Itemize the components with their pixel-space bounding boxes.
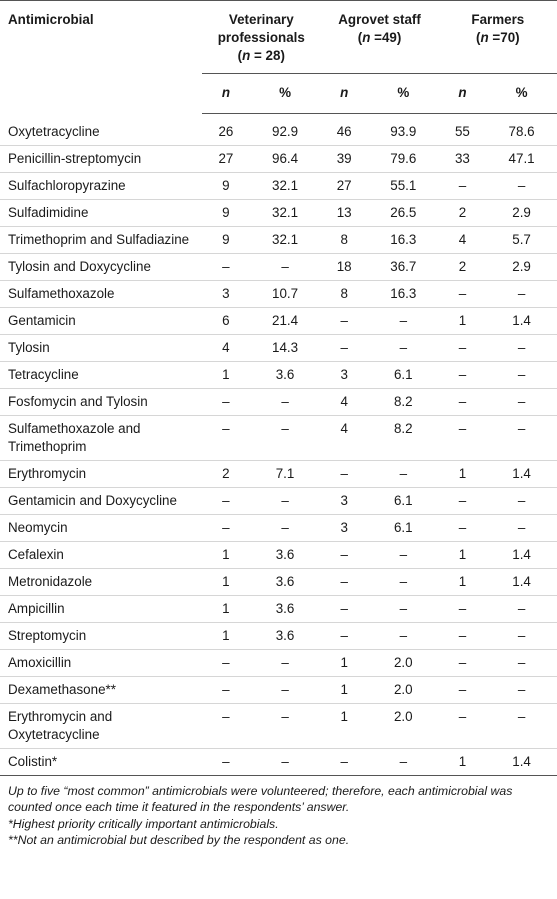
percent-cell: –	[486, 487, 557, 514]
count-cell: 1	[202, 595, 250, 622]
percent-cell: 47.1	[486, 145, 557, 172]
percent-cell: –	[368, 595, 439, 622]
table-row	[0, 460, 557, 487]
percent-cell: –	[486, 388, 557, 415]
antimicrobial-name: Oxytetracycline	[0, 114, 202, 146]
percent-cell: 6.1	[368, 514, 439, 541]
percent-cell: –	[486, 622, 557, 649]
count-cell: 4	[202, 334, 250, 361]
count-cell: 1	[439, 460, 487, 487]
table-row	[0, 748, 557, 775]
table-body	[0, 114, 557, 776]
count-cell: –	[320, 622, 368, 649]
count-cell: 8	[320, 280, 368, 307]
count-cell: 1	[202, 568, 250, 595]
count-cell: –	[202, 676, 250, 703]
percent-cell: 6.1	[368, 487, 439, 514]
percent-cell: 21.4	[250, 307, 321, 334]
antimicrobial-name: Erythromycin and Oxytetracycline	[0, 703, 202, 748]
table-row	[0, 280, 557, 307]
antimicrobial-name: Cefalexin	[0, 541, 202, 568]
percent-cell: –	[368, 541, 439, 568]
antimicrobial-name: Colistin*	[0, 748, 202, 775]
percent-cell: 32.1	[250, 172, 321, 199]
count-cell: –	[202, 703, 250, 748]
percent-cell: –	[250, 649, 321, 676]
percent-cell: –	[368, 622, 439, 649]
percent-cell: 10.7	[250, 280, 321, 307]
count-cell: 1	[439, 748, 487, 775]
table-row	[0, 388, 557, 415]
count-cell: –	[320, 460, 368, 487]
percent-cell: –	[486, 514, 557, 541]
count-cell: –	[202, 253, 250, 280]
percent-cell: 92.9	[250, 114, 321, 146]
antimicrobial-name: Ampicillin	[0, 595, 202, 622]
percent-cell: –	[486, 361, 557, 388]
percent-cell: 26.5	[368, 199, 439, 226]
antimicrobial-name: Sulfachloropyrazine	[0, 172, 202, 199]
count-cell: –	[439, 595, 487, 622]
antimicrobial-name: Tetracycline	[0, 361, 202, 388]
percent-cell: 6.1	[368, 361, 439, 388]
table-row	[0, 361, 557, 388]
table-row	[0, 541, 557, 568]
percent-cell: 32.1	[250, 199, 321, 226]
table-footnotes	[0, 776, 557, 849]
percent-cell: –	[250, 703, 321, 748]
count-cell: 39	[320, 145, 368, 172]
percent-cell: 3.6	[250, 541, 321, 568]
count-cell: –	[439, 415, 487, 460]
count-cell: –	[320, 334, 368, 361]
count-cell: –	[202, 514, 250, 541]
count-cell: –	[320, 748, 368, 775]
count-cell: –	[439, 676, 487, 703]
count-cell: –	[439, 361, 487, 388]
percent-cell: 14.3	[250, 334, 321, 361]
percent-cell: –	[368, 307, 439, 334]
subheader-n: n	[320, 74, 368, 114]
percent-cell: –	[250, 388, 321, 415]
table-row	[0, 595, 557, 622]
subheader-percent: %	[486, 74, 557, 114]
percent-cell: –	[250, 748, 321, 775]
percent-cell: –	[368, 568, 439, 595]
group-label-line: Farmers	[471, 12, 525, 27]
count-cell: 9	[202, 199, 250, 226]
subheader-n: n	[439, 74, 487, 114]
group-sample-size: (n =70)	[476, 30, 520, 45]
count-cell: 27	[202, 145, 250, 172]
column-header-antimicrobial: Antimicrobial	[0, 1, 202, 114]
count-cell: –	[439, 388, 487, 415]
table-row	[0, 415, 557, 460]
count-cell: 1	[439, 541, 487, 568]
count-cell: 3	[320, 361, 368, 388]
count-cell: –	[439, 487, 487, 514]
percent-cell: –	[250, 253, 321, 280]
count-cell: –	[439, 280, 487, 307]
column-header-agrovet	[320, 1, 438, 74]
count-cell: –	[439, 703, 487, 748]
percent-cell: 36.7	[368, 253, 439, 280]
count-cell: 4	[320, 388, 368, 415]
percent-cell: 16.3	[368, 226, 439, 253]
count-cell: 18	[320, 253, 368, 280]
column-header-veterinary	[202, 1, 320, 74]
count-cell: 1	[439, 568, 487, 595]
percent-cell: 2.0	[368, 676, 439, 703]
percent-cell: –	[486, 334, 557, 361]
antimicrobial-name: Metronidazole	[0, 568, 202, 595]
table-row	[0, 199, 557, 226]
count-cell: 1	[320, 649, 368, 676]
count-cell: 1	[202, 541, 250, 568]
percent-cell: –	[368, 460, 439, 487]
percent-cell: –	[486, 649, 557, 676]
count-cell: 4	[439, 226, 487, 253]
percent-cell: –	[486, 172, 557, 199]
table-row	[0, 114, 557, 146]
count-cell: 1	[320, 703, 368, 748]
percent-cell: 79.6	[368, 145, 439, 172]
table-row	[0, 487, 557, 514]
count-cell: 26	[202, 114, 250, 146]
count-cell: 2	[439, 199, 487, 226]
count-cell: –	[439, 622, 487, 649]
count-cell: 9	[202, 172, 250, 199]
count-cell: 2	[439, 253, 487, 280]
percent-cell: 8.2	[368, 415, 439, 460]
percent-cell: –	[486, 415, 557, 460]
percent-cell: 93.9	[368, 114, 439, 146]
percent-cell: 32.1	[250, 226, 321, 253]
count-cell: 1	[202, 361, 250, 388]
table-row	[0, 145, 557, 172]
percent-cell: 7.1	[250, 460, 321, 487]
count-cell: 4	[320, 415, 368, 460]
percent-cell: –	[250, 676, 321, 703]
count-cell: –	[439, 514, 487, 541]
footnote-critical: *Highest priority critically important antimicrobials.	[8, 816, 279, 831]
percent-cell: 1.4	[486, 460, 557, 487]
antimicrobial-name: Amoxicillin	[0, 649, 202, 676]
count-cell: –	[320, 541, 368, 568]
group-sample-size: (n = 28)	[237, 48, 285, 63]
table-row	[0, 622, 557, 649]
percent-cell: 3.6	[250, 595, 321, 622]
table-row	[0, 334, 557, 361]
group-label-line: Veterinary	[228, 12, 294, 27]
percent-cell: –	[250, 514, 321, 541]
percent-cell: 1.4	[486, 568, 557, 595]
percent-cell: 3.6	[250, 361, 321, 388]
count-cell: 46	[320, 114, 368, 146]
count-cell: –	[439, 334, 487, 361]
antimicrobial-name: Tylosin and Doxycycline	[0, 253, 202, 280]
table-row	[0, 676, 557, 703]
percent-cell: 8.2	[368, 388, 439, 415]
count-cell: 27	[320, 172, 368, 199]
antimicrobial-name: Erythromycin	[0, 460, 202, 487]
antimicrobial-name: Penicillin-streptomycin	[0, 145, 202, 172]
count-cell: 1	[320, 676, 368, 703]
percent-cell: –	[368, 748, 439, 775]
percent-cell: 1.4	[486, 307, 557, 334]
table-row	[0, 514, 557, 541]
table-row	[0, 649, 557, 676]
group-label-line: Agrovet staff	[338, 12, 421, 27]
percent-cell: –	[486, 595, 557, 622]
antimicrobial-name: Fosfomycin and Tylosin	[0, 388, 202, 415]
percent-cell: 1.4	[486, 748, 557, 775]
percent-cell: 78.6	[486, 114, 557, 146]
count-cell: 2	[202, 460, 250, 487]
count-cell: –	[320, 568, 368, 595]
subheader-percent: %	[368, 74, 439, 114]
percent-cell: 3.6	[250, 568, 321, 595]
percent-cell: 16.3	[368, 280, 439, 307]
count-cell: –	[320, 307, 368, 334]
group-sample-size: (n =49)	[357, 30, 402, 45]
antimicrobial-name: Gentamicin and Doxycycline	[0, 487, 202, 514]
count-cell: –	[202, 748, 250, 775]
percent-cell: 5.7	[486, 226, 557, 253]
count-cell: –	[202, 415, 250, 460]
table-row	[0, 226, 557, 253]
percent-cell: –	[250, 487, 321, 514]
count-cell: –	[202, 388, 250, 415]
table-row	[0, 568, 557, 595]
percent-cell: –	[486, 676, 557, 703]
percent-cell: 1.4	[486, 541, 557, 568]
count-cell: 33	[439, 145, 487, 172]
count-cell: –	[439, 172, 487, 199]
count-cell: –	[439, 649, 487, 676]
count-cell: 3	[320, 487, 368, 514]
footnote-main: Up to five “most common” antimicrobials were volunteered; therefore, each antimicrobial was counted once each time it featured in the respondents’ answer.	[8, 783, 513, 814]
antimicrobial-name: Sulfamethoxazole	[0, 280, 202, 307]
count-cell: –	[202, 649, 250, 676]
table-row	[0, 307, 557, 334]
antimicrobial-name: Sulfamethoxazole and Trimethoprim	[0, 415, 202, 460]
count-cell: 1	[439, 307, 487, 334]
subheader-percent: %	[250, 74, 321, 114]
column-header-farmers	[439, 1, 557, 74]
table-row	[0, 172, 557, 199]
count-cell: 3	[202, 280, 250, 307]
footnote-not-antimicrobial: **Not an antimicrobial but described by the respondent as one.	[8, 833, 350, 847]
count-cell: 3	[320, 514, 368, 541]
group-label-line: professionals	[217, 30, 305, 45]
table-row	[0, 253, 557, 280]
count-cell: –	[320, 595, 368, 622]
percent-cell: 2.0	[368, 649, 439, 676]
subheader-n: n	[202, 74, 250, 114]
percent-cell: 2.0	[368, 703, 439, 748]
antimicrobial-name: Tylosin	[0, 334, 202, 361]
antimicrobial-name: Gentamicin	[0, 307, 202, 334]
percent-cell: –	[368, 334, 439, 361]
antimicrobial-name: Dexamethasone**	[0, 676, 202, 703]
percent-cell: –	[486, 703, 557, 748]
percent-cell: 3.6	[250, 622, 321, 649]
table-row	[0, 703, 557, 748]
percent-cell: 55.1	[368, 172, 439, 199]
percent-cell: 2.9	[486, 253, 557, 280]
percent-cell: –	[486, 280, 557, 307]
count-cell: 13	[320, 199, 368, 226]
antimicrobial-name: Neomycin	[0, 514, 202, 541]
count-cell: 55	[439, 114, 487, 146]
count-cell: –	[202, 487, 250, 514]
count-cell: 6	[202, 307, 250, 334]
count-cell: 1	[202, 622, 250, 649]
count-cell: 9	[202, 226, 250, 253]
percent-cell: –	[250, 415, 321, 460]
percent-cell: 2.9	[486, 199, 557, 226]
header-row-groups	[0, 1, 557, 74]
count-cell: 8	[320, 226, 368, 253]
antimicrobial-name: Sulfadimidine	[0, 199, 202, 226]
antimicrobial-name: Streptomycin	[0, 622, 202, 649]
antimicrobial-name: Trimethoprim and Sulfadiazine	[0, 226, 202, 253]
percent-cell: 96.4	[250, 145, 321, 172]
